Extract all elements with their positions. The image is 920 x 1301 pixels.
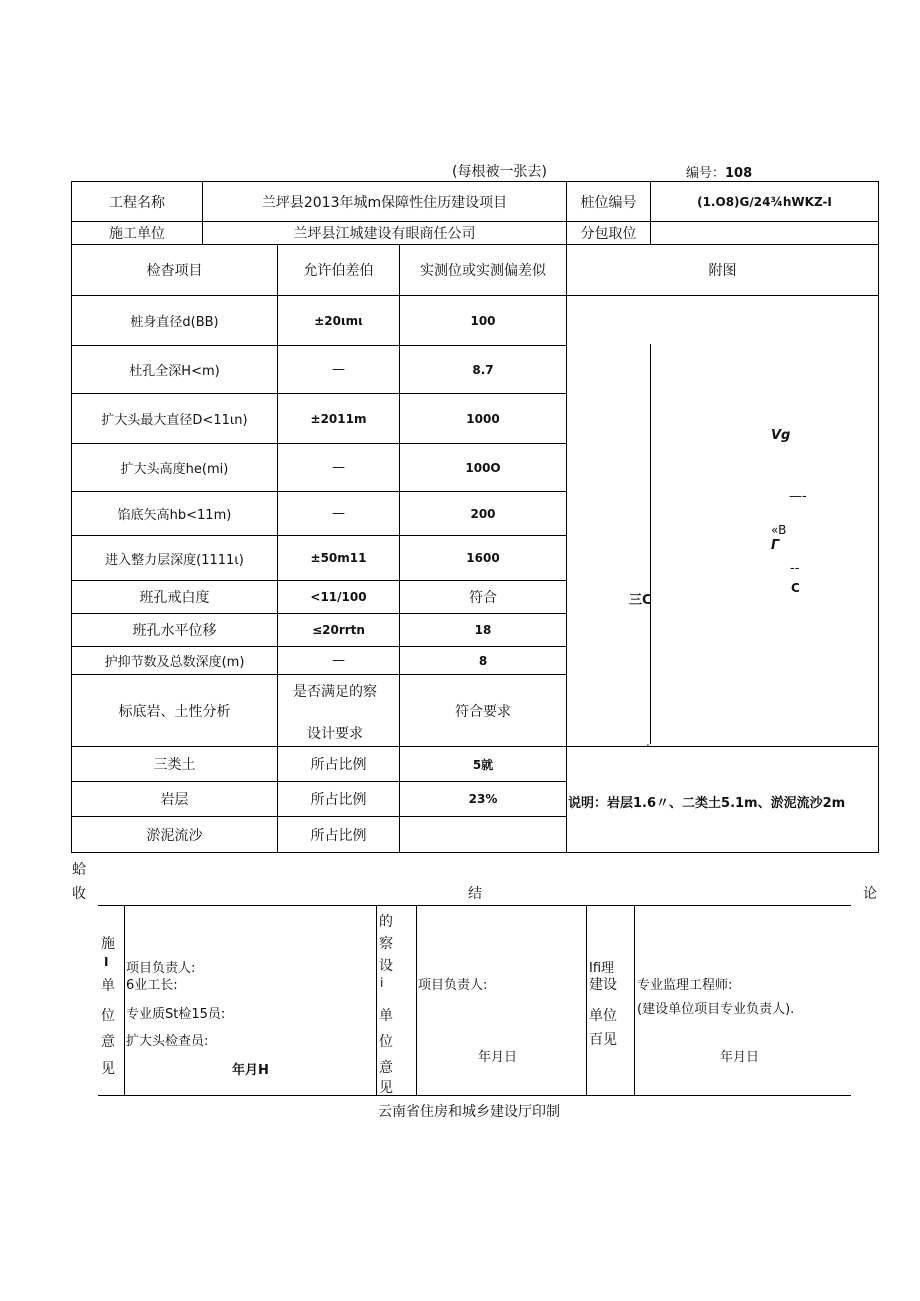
row-item: 进入整力层深度(1111ι) (105, 552, 244, 568)
soil-item: 岩层 (160, 792, 189, 808)
soil-measured: 5就 (472, 757, 494, 772)
row-item: 杜孔全深H<m) (129, 364, 220, 379)
sig-col-line (416, 905, 417, 1095)
col2-date-clip (478, 1046, 538, 1065)
serial-number (686, 162, 752, 181)
row-allowed: ±20ιmι (314, 313, 363, 328)
figure-label-c: C (791, 581, 800, 595)
col1-title-5: 见 (101, 1061, 115, 1077)
row-item: 班孔戒白度 (139, 590, 210, 606)
row-item: 护抑节数及总数深度(m) (104, 655, 245, 670)
col-line (566, 295, 567, 852)
soil-item: 淤泥流沙 (146, 827, 203, 844)
figure-axis-line (650, 344, 651, 744)
col2-title-2: 设 (379, 958, 393, 974)
col2-date: 年月日 (478, 1050, 518, 1065)
col1-title-1: I (104, 955, 109, 969)
row-item: 馅底矢高hb<11m) (117, 508, 232, 523)
col1-quality-inspector: 专业质St检15员: (126, 1007, 226, 1022)
soil-measured: 23% (468, 792, 498, 806)
col2-title-5: 位 (379, 1034, 393, 1050)
sig-col-line (124, 905, 125, 1095)
builder-value: 兰坪县江城建设有眼商任公司 (293, 226, 476, 242)
figure-label-dot: . (646, 735, 650, 749)
rock-analysis-measured: 符合要求 (455, 703, 511, 720)
col3-title-1: 建设 (589, 977, 617, 993)
row-allowed: ≤20rrtn (312, 623, 365, 637)
col3-owner-rep: (建设单位项目专业负责人). (637, 1002, 795, 1017)
col2-title-3: i (380, 976, 384, 990)
row-allowed: — (332, 506, 345, 521)
figure-label-b: «B (771, 523, 787, 537)
row-allowed: — (332, 362, 345, 377)
row-measured: 1600 (466, 551, 500, 565)
col1-title-2: 单 (101, 978, 115, 994)
row-item: 桩身直径d(BB) (130, 315, 219, 330)
figure-label-dash2: -- (790, 561, 800, 576)
row-measured: 100 (470, 313, 496, 328)
builder-label: 施工单位 (109, 226, 165, 242)
row-measured: 8.7 (472, 362, 494, 377)
figure-label-left: 三C (629, 593, 652, 608)
col1-title-0: 施 (101, 936, 115, 952)
row-measured: 18 (474, 623, 492, 637)
col3-title-3: 百见 (589, 1032, 617, 1048)
col1-title-4: 意 (101, 1034, 115, 1050)
acceptance-char-1: 蛤 (72, 862, 86, 878)
col3-supervisor: 专业监理工程师: (637, 978, 733, 993)
soil-allow: 所占比例 (310, 757, 367, 773)
col2-title-4: 单 (379, 1008, 393, 1024)
header-check-item: 检杳项目 (146, 263, 203, 279)
col2-project-leader: 项目负责人: (418, 978, 488, 993)
col1-date: 年月H (232, 1063, 269, 1078)
figure-label-vg: Vg (771, 428, 791, 443)
project-name-value: 兰坪县2013年城m保障性住历建设项目 (261, 194, 508, 211)
acceptance-right: 论 (863, 886, 877, 902)
sig-col-line (586, 905, 587, 1095)
sig-col-line (376, 905, 377, 1095)
serial-label: 编号： (686, 166, 726, 181)
sig-col-line (634, 905, 635, 1095)
row-allowed: — (332, 653, 345, 668)
sig-line-top (98, 905, 851, 906)
soil-item: 三类土 (153, 757, 196, 773)
copy-note: (每根被一张去) (452, 164, 547, 180)
row-item: 扩大头高度he(mi) (120, 462, 229, 477)
col3-title-0: Ifi理 (589, 961, 615, 976)
soil-allow: 所占比例 (310, 792, 367, 808)
row-allowed: ±50m11 (310, 551, 367, 565)
explanation-text: 说明：岩层1.6〃、二类土5.1m、淤泥流沙2m (568, 796, 846, 811)
pile-number-label: 桩位编号 (580, 194, 637, 211)
header-allowed-deviation: 允许伯差伯 (303, 263, 374, 279)
row-item: 扩大头最大直径D<11ιn) (101, 413, 248, 428)
col2-title-1: 察 (379, 936, 393, 952)
rock-analysis-item: 标底岩、土性分析 (118, 703, 231, 720)
table-border-bottom (71, 852, 879, 853)
row-measured: 1000 (466, 411, 500, 426)
row-measured: 符合 (469, 590, 497, 606)
row-allowed: — (332, 460, 345, 475)
col2-title-0: 的 (379, 914, 393, 930)
pile-number-value: (1.O8)G∕24¾hWKZ-I (697, 194, 832, 209)
acceptance-center: 结 (468, 886, 482, 902)
col2-title-6: 意 (379, 1060, 393, 1076)
rock-analysis-allow-line2: 设计要求 (307, 726, 363, 742)
figure-label-r: Γ (771, 538, 780, 553)
header-measured: 实测位或实测偏差似 (420, 263, 546, 279)
col3-title-2: 单位 (589, 1008, 617, 1024)
table-border-right (878, 181, 879, 853)
col3-date: 年月日 (720, 1050, 760, 1065)
serial-value: 108 (725, 166, 753, 181)
printer-credit: 云南省住房和城乡建设厅印制 (378, 1104, 560, 1120)
row-measured: 8 (478, 653, 488, 668)
project-name-label: 工程名称 (109, 194, 165, 211)
col1-foreman: 6业工长: (126, 978, 178, 993)
sig-line-bottom (98, 1095, 851, 1096)
row-measured: 100O (465, 460, 501, 475)
col1-title-3: 位 (101, 1008, 115, 1024)
col3-date-clip (720, 1046, 780, 1065)
col1-bell-inspector: 扩大头检查员: (126, 1034, 209, 1049)
figure-label-dash1: —- (789, 489, 807, 504)
soil-measured (400, 817, 566, 852)
row-allowed: ±2011m (310, 411, 367, 426)
col1-project-leader: 项目负责人: (126, 961, 196, 976)
header-figure: 附图 (708, 263, 737, 279)
rock-analysis-allow-line1: 是否满足的察 (293, 684, 377, 700)
col2-title-7: 见 (379, 1080, 393, 1096)
acceptance-char-2: 收 (72, 886, 86, 902)
soil-allow: 所占比例 (310, 827, 367, 844)
subcontractor-label: 分包取位 (580, 226, 637, 242)
row-measured: 200 (470, 506, 496, 521)
row-allowed: <11/100 (310, 590, 367, 604)
row-item: 班孔水平位移 (132, 623, 217, 639)
subcontractor-value (651, 222, 878, 244)
